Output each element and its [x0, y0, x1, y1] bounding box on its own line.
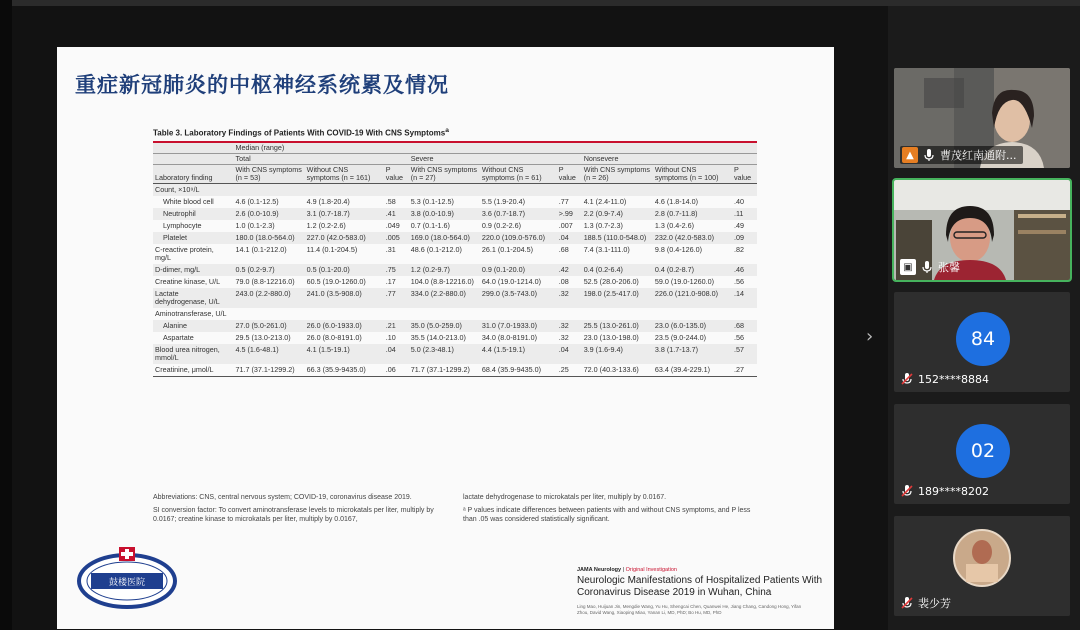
table-cell: .04 [557, 232, 582, 244]
participant-name-5: 裴少芳 [900, 594, 951, 612]
table-cell: .14 [732, 288, 757, 308]
mic-muted-icon [900, 596, 914, 610]
mic-icon [922, 148, 936, 162]
table-cell: 3.8 (0.0-10.9) [409, 208, 480, 220]
participant-tile-1[interactable] [894, 68, 1070, 168]
table-cell: 52.5 (28.0-206.0) [583, 276, 639, 286]
table-cell: 5.3 (0.1-12.5) [410, 196, 454, 206]
table-cell: 2.2 (0.9-7.4) [582, 208, 653, 220]
table-cell [234, 183, 305, 196]
table-cell: .04 [557, 344, 582, 364]
presentation-slide [57, 47, 834, 629]
table-row [153, 288, 757, 308]
table-row [153, 308, 757, 320]
table-cell: 0.4 (0.2-8.7) [653, 264, 732, 276]
column-header: Without CNS symptoms (n = 100) [653, 164, 732, 183]
table-cell: .68 [732, 320, 757, 332]
table-cell: .58 [385, 196, 396, 206]
table-cell: .42 [557, 264, 582, 276]
table-row [153, 364, 757, 377]
table-cell: >.99 [557, 208, 582, 220]
table-cell: 1.3 (0.4-2.6) [654, 220, 694, 230]
table-title: Table 3. Laboratory Findings of Patients With COVID-19 With CNS Symptoms$^a$ [153, 127, 757, 143]
table-cell: .25 [557, 364, 582, 377]
table-cell: 169.0 (18.0-564.0) [409, 232, 480, 244]
table-row [153, 276, 757, 288]
table-cell: .46 [732, 264, 757, 276]
row-label: Blood urea nitrogen, mmol/L [153, 344, 234, 364]
table-cell: 31.0 (7.0-1933.0) [480, 320, 557, 332]
column-header: Without CNS symptoms (n = 61) [480, 164, 557, 183]
table-cell: .09 [732, 232, 757, 244]
table-cell: 334.0 (2.2-880.0) [409, 288, 480, 308]
table-cell: 64.0 (19.0-1214.0) [481, 276, 542, 286]
table-cell: 220.0 (109.0-576.0) [480, 232, 557, 244]
column-header: P value [384, 164, 409, 183]
table-row [153, 232, 757, 244]
column-header: Laboratory finding [153, 164, 234, 183]
row-label: Count, ×10⁹/L [153, 183, 234, 196]
table-cell: .31 [385, 244, 396, 254]
table-cell: 4.9 (1.8-20.4) [306, 196, 350, 206]
participant-name-3: 152****8884 [900, 370, 989, 388]
column-header: Without CNS symptoms (n = 161) [305, 164, 384, 183]
table-cell: 241.0 (3.5-908.0) [305, 288, 384, 308]
table-cell: 188.5 (110.0-548.0) [582, 232, 653, 244]
table-cell: .32 [558, 332, 569, 342]
participant-tile-3[interactable] [894, 292, 1070, 392]
participant-tile-4[interactable] [894, 404, 1070, 504]
mic-muted-icon [900, 484, 914, 498]
footnote-abbrev: Abbreviations: CNS, central nervous system; COVID-19, coronavirus disease 2019. [153, 494, 412, 501]
table-cell: .49 [733, 220, 744, 230]
table-cell: .32 [557, 320, 582, 332]
table-cell: 63.4 (39.4-229.1) [653, 364, 732, 377]
user-icon: ▲ [902, 147, 918, 163]
column-header: With CNS symptoms (n = 53) [234, 164, 305, 183]
row-label: Lactate dehydrogenase, U/L [153, 288, 234, 308]
table-cell: .06 [384, 364, 409, 377]
table-cell: 35.5 (14.0-213.0) [410, 332, 466, 342]
left-edge [0, 0, 12, 630]
table-cell [732, 308, 757, 320]
table-cell: .56 [733, 332, 744, 342]
table-cell: 3.8 (1.7-13.7) [653, 344, 732, 364]
table-row [153, 196, 757, 208]
article-authors: Ling Mao, Huijuan Jin, Mengdie Wang, Yu Hu, Shengcai Chen, Quanwei He, Jiang Chang, Candong Hong, Yifan Zhou, David Wang, Xiaoping Miao, Yanan Li, MD, PhD; Bo Hu, MD, PhD [577, 604, 802, 615]
table-cell: .77 [558, 196, 569, 206]
table-cell: 68.4 (35.9-9435.0) [480, 364, 557, 377]
table-figure [153, 127, 757, 537]
table-cell: 243.0 (2.2-880.0) [234, 288, 305, 308]
collapse-panel-chevron-icon[interactable]: › [866, 326, 874, 347]
table-cell: 26.1 (0.1-204.5) [481, 244, 534, 254]
table-row [153, 244, 757, 264]
header-median: Median (range) [234, 143, 757, 154]
table-cell [409, 308, 480, 320]
table-row [153, 264, 757, 276]
table-cell: .08 [558, 276, 569, 286]
mic-icon [920, 260, 934, 274]
table-cell: 0.9 (0.1-20.0) [480, 264, 557, 276]
table-cell: 3.6 (0.7-18.7) [480, 208, 557, 220]
group-total: Total [234, 153, 409, 164]
table-cell: 226.0 (121.0-908.0) [653, 288, 732, 308]
table-cell: 4.1 (2.4-11.0) [583, 196, 627, 206]
row-label: Creatine kinase, U/L [155, 276, 221, 286]
journal-citation [577, 567, 827, 616]
table-cell [653, 183, 732, 196]
table-cell: 198.0 (2.5-417.0) [582, 288, 653, 308]
table-cell: 26.0 (8.0-8191.0) [306, 332, 362, 342]
table-cell: .57 [732, 344, 757, 364]
table-cell: .68 [558, 244, 569, 254]
table-cell: 23.0 (13.0-198.0) [583, 332, 639, 342]
journal-tag: JAMA Neurology | Original Investigation [577, 567, 677, 573]
header-blank2 [153, 153, 234, 164]
mic-muted-icon [900, 372, 914, 386]
table-cell: 1.2 (0.2-9.7) [409, 264, 480, 276]
table-cell: 3.1 (0.7-18.7) [305, 208, 384, 220]
table-cell: 1.3 (0.7-2.3) [583, 220, 623, 230]
table-cell: .32 [557, 288, 582, 308]
table-row [153, 332, 757, 344]
table-cell: 4.4 (1.5-19.1) [480, 344, 557, 364]
table-cell: 27.0 (5.0-261.0) [234, 320, 305, 332]
table-row [153, 208, 757, 220]
table-row [153, 320, 757, 332]
table-cell: 23.5 (9.0-244.0) [654, 332, 706, 342]
group-severe: Severe [409, 153, 582, 164]
table-cell: 26.0 (6.0-1933.0) [305, 320, 384, 332]
row-label: D-dimer, mg/L [153, 264, 234, 276]
table-cell: 4.1 (1.5-19.1) [305, 344, 384, 364]
table-cell: 0.9 (0.2-2.6) [481, 220, 522, 230]
header-blank [153, 143, 234, 154]
table-cell: 14.1 (0.1-212.0) [235, 244, 287, 254]
table-cell: 35.0 (5.0-259.0) [409, 320, 480, 332]
lab-findings-table [153, 143, 757, 377]
table-cell: 25.5 (13.0-261.0) [582, 320, 653, 332]
table-cell: 2.8 (0.7-11.8) [653, 208, 732, 220]
table-cell [480, 308, 557, 320]
table-cell: 1.0 (0.1-2.3) [235, 220, 275, 230]
table-cell: 3.9 (1.6-9.4) [582, 344, 653, 364]
participant-name-4: 189****8202 [900, 482, 989, 500]
table-cell [582, 183, 653, 196]
table-cell: 299.0 (3.5-743.0) [480, 288, 557, 308]
screen-share-icon: ▣ [900, 259, 916, 275]
table-cell: .41 [384, 208, 409, 220]
table-cell: 4.6 (1.8-14.0) [654, 196, 698, 206]
table-cell: 2.6 (0.0-10.9) [234, 208, 305, 220]
table-cell: 66.3 (35.9-9435.0) [305, 364, 384, 377]
table-cell: 4.5 (1.6-48.1) [234, 344, 305, 364]
table-cell: 0.5 (0.1-20.0) [305, 264, 384, 276]
table-cell: .007 [558, 220, 573, 230]
row-label: Lymphocyte [163, 220, 202, 230]
table-cell: 60.5 (19.0-1260.0) [306, 276, 366, 286]
column-header: P value [557, 164, 582, 183]
table-cell: 72.0 (40.3-133.6) [582, 364, 653, 377]
article-title: Neurologic Manifestations of Hospitalized Patients With Coronavirus Disease 2019 in Wuhan, China [577, 575, 823, 598]
table-cell [305, 183, 384, 196]
row-label: Alanine [153, 320, 234, 332]
row-label: Neutrophil [153, 208, 234, 220]
row-label: Aspartate [163, 332, 194, 342]
table-cell: .04 [384, 344, 409, 364]
footnote-si: SI conversion factor: To convert aminotransferase levels to microkatals per liter, multiply by 0.0167; creatine kinase to microkatals per liter, multiply by 0.0167, [153, 507, 434, 523]
table-row [153, 220, 757, 232]
participant-panel [888, 6, 1080, 630]
table-cell [582, 308, 653, 320]
avatar: 84 [956, 312, 1010, 366]
avatar: 02 [956, 424, 1010, 478]
table-cell: 71.7 (37.1-1299.2) [409, 364, 480, 377]
row-label: Platelet [153, 232, 234, 244]
table-cell [653, 308, 732, 320]
group-nonsevere: Nonsevere [582, 153, 757, 164]
table-cell [384, 183, 409, 196]
table-cell: .049 [385, 220, 400, 230]
table-cell [557, 308, 582, 320]
participant-name-2: ▣ 张馨 [900, 258, 960, 276]
table-cell [305, 308, 384, 320]
table-cell: .77 [384, 288, 409, 308]
table-cell: 71.7 (37.1-1299.2) [234, 364, 305, 377]
table-cell: .11 [732, 208, 757, 220]
table-cell: 0.4 (0.2-6.4) [582, 264, 653, 276]
table-cell: 0.7 (0.1-1.6) [410, 220, 450, 230]
table-cell [384, 308, 409, 320]
table-cell: 23.0 (6.0-135.0) [653, 320, 732, 332]
table-cell: 11.4 (0.1-204.5) [306, 244, 358, 254]
table-cell [480, 183, 557, 196]
table-cell: .40 [733, 196, 744, 206]
table-cell: 9.8 (0.4-126.0) [654, 244, 702, 254]
table-cell: 227.0 (42.0-583.0) [305, 232, 384, 244]
table-cell [732, 183, 757, 196]
table-cell: 79.0 (8.8-12216.0) [235, 276, 295, 286]
table-cell: 1.2 (0.2-2.6) [306, 220, 346, 230]
table-cell: 48.6 (0.1-212.0) [410, 244, 462, 254]
table-cell [234, 308, 305, 320]
table-cell: 5.5 (1.9-20.4) [481, 196, 526, 206]
column-header: P value [732, 164, 757, 183]
table-cell [557, 183, 582, 196]
table-cell: 4.6 (0.1-12.5) [235, 196, 279, 206]
footnotes-left [153, 493, 443, 524]
participant-tile-2[interactable] [894, 180, 1070, 280]
table-cell: 180.0 (18.0-564.0) [234, 232, 305, 244]
footnotes-right [463, 493, 753, 524]
table-cell: 104.0 (8.8-12216.0) [410, 276, 474, 286]
row-label: Aminotransferase, U/L [155, 308, 227, 318]
table-cell: .17 [385, 276, 396, 286]
table-cell: .56 [733, 276, 744, 286]
footnote-pvalue: ᵃ P values indicate differences between patients with and without CNS symptoms, and P less than .05 was considered statistically significant. [463, 507, 751, 523]
table-cell: 232.0 (42.0-583.0) [653, 232, 732, 244]
table-row [153, 183, 757, 196]
table-cell: 0.5 (0.2-9.7) [234, 264, 305, 276]
table-cell: .75 [384, 264, 409, 276]
slide-title: 重症新冠肺炎的中枢神经系统累及情况 [75, 72, 449, 97]
hospital-logo [75, 543, 179, 613]
table-row [153, 344, 757, 364]
table-cell [409, 183, 480, 196]
table-cell: .10 [385, 332, 396, 342]
participant-name-1: ▲ 曹茂红南通附... [900, 146, 1023, 164]
table-cell: 34.0 (8.0-8191.0) [481, 332, 538, 342]
table-cell: .005 [384, 232, 409, 244]
logo-text: 鼓楼医院 [108, 578, 146, 588]
table-cell: 59.0 (19.0-1260.0) [654, 276, 714, 286]
table-cell: 7.4 (3.1-111.0) [583, 244, 630, 254]
table-cell: 5.0 (2.3-48.1) [409, 344, 480, 364]
row-label: Creatinine, μmol/L [153, 364, 234, 377]
column-header: With CNS symptoms (n = 26) [582, 164, 653, 183]
row-label: White blood cell [163, 196, 214, 206]
row-label: C-reactive protein, mg/L [155, 244, 214, 262]
column-header: With CNS symptoms (n = 27) [409, 164, 480, 183]
footnote-ldh: lactate dehydrogenase to microkatals per liter, multiply by 0.0167. [463, 494, 667, 501]
participant-tile-5[interactable] [894, 516, 1070, 616]
table-cell: .27 [732, 364, 757, 377]
table-cell: .82 [733, 244, 744, 254]
table-cell: 29.5 (13.0-213.0) [235, 332, 291, 342]
table-cell: .21 [384, 320, 409, 332]
